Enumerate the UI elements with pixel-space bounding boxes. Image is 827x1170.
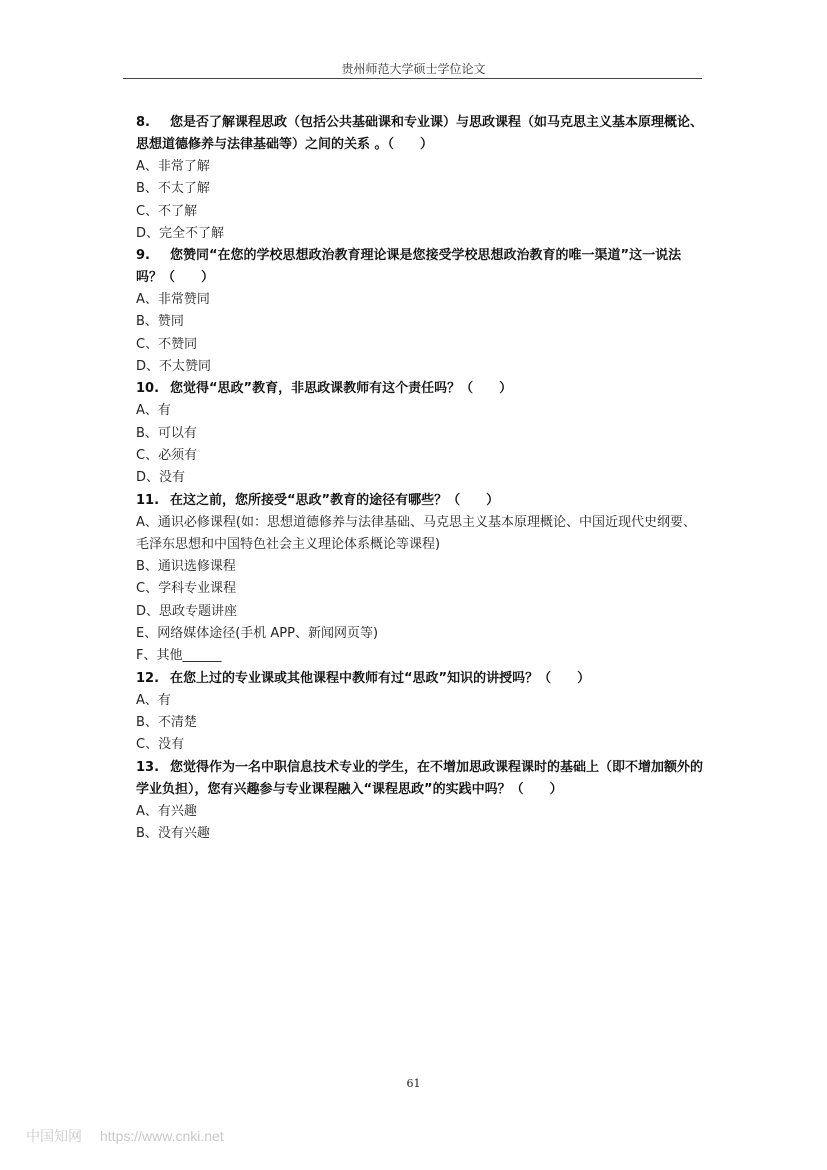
questionnaire-body xyxy=(136,112,704,845)
option-item: F、其他______ xyxy=(136,648,222,664)
option-item: D、没有 xyxy=(136,470,186,486)
option-item: E、网络媒体途径(手机 APP、新闻网页等) xyxy=(136,626,379,642)
option-item: C、学科专业课程 xyxy=(136,581,237,597)
question-text: 您赞同“在您的学校思想政治教育理论课是您接受学校思想政治教育的唯一渠道”这一说法吗？（ ） xyxy=(136,248,682,286)
option-item: C、不赞同 xyxy=(136,336,198,352)
page-number: 61 xyxy=(406,1077,421,1090)
option-item: A、非常了解 xyxy=(136,159,210,174)
option-item: B、通识选修课程 xyxy=(136,559,236,575)
running-header: 贵州师范大学硕士学位论文 xyxy=(341,62,486,76)
option-item: D、不太赞同 xyxy=(136,359,212,375)
question-13 xyxy=(136,757,704,801)
option-item: C、不了解 xyxy=(136,203,198,219)
question-number: 11. xyxy=(136,492,160,508)
option-item: A、有 xyxy=(136,692,171,708)
question-12 xyxy=(136,668,704,690)
option-item: A、通识必修课程(如：思想道德修养与法律基础、马克思主义基本原理概论、中国近现代史纲要、毛泽东思想和中国特色社会主义理论体系概论等课程) xyxy=(136,514,696,552)
question-text: 在这之前，您所接受“思政”教育的途径有哪些？（ ） xyxy=(170,492,500,508)
question-number: 12. xyxy=(136,670,160,686)
question-number: 13. xyxy=(136,759,160,775)
option-item: C、必须有 xyxy=(136,447,198,463)
question-text: 您觉得作为一名中职信息技术专业的学生，在不增加思政课程课时的基础上（即不增加额外的学业负担），您有兴趣参与专业课程融入“课程思政”的实践中吗？（ ） xyxy=(136,759,704,797)
option-item: C、没有 xyxy=(136,737,185,753)
question-8 xyxy=(136,112,704,156)
option-item: D、思政专题讲座 xyxy=(136,603,238,619)
watermark-brand: 中国知网 xyxy=(26,1128,82,1144)
option-item: A、有兴趣 xyxy=(136,803,197,819)
option-item: B、不清楚 xyxy=(136,714,197,730)
question-text: 您是否了解课程思政（包括公共基础课和专业课）与思政课程（如马克思主义基本原理概论、思想道德修养与法律基础等）之间的关系 。（ ） xyxy=(136,115,704,152)
option-item: D、完全不了解 xyxy=(136,225,225,241)
question-11 xyxy=(136,490,704,512)
option-item: B、没有兴趣 xyxy=(136,825,210,841)
watermark xyxy=(26,1126,224,1146)
option-item: B、可以有 xyxy=(136,425,197,441)
question-number: 8. xyxy=(136,115,150,130)
question-9 xyxy=(136,245,704,289)
question-number: 9. xyxy=(136,248,150,264)
question-number: 10. xyxy=(136,381,160,397)
watermark-url: https://www.cnki.net xyxy=(100,1128,224,1144)
option-item: B、赞同 xyxy=(136,314,184,330)
question-text: 在您上过的专业课或其他课程中教师有过“思政”知识的讲授吗？（ ） xyxy=(170,670,591,686)
question-10 xyxy=(136,378,704,400)
header-rule xyxy=(123,78,702,79)
option-item: A、非常赞同 xyxy=(136,292,210,308)
option-item: B、不太了解 xyxy=(136,181,210,197)
option-item: A、有 xyxy=(136,403,171,419)
question-text: 您觉得“思政”教育，非思政课教师有这个责任吗？（ ） xyxy=(170,381,513,397)
